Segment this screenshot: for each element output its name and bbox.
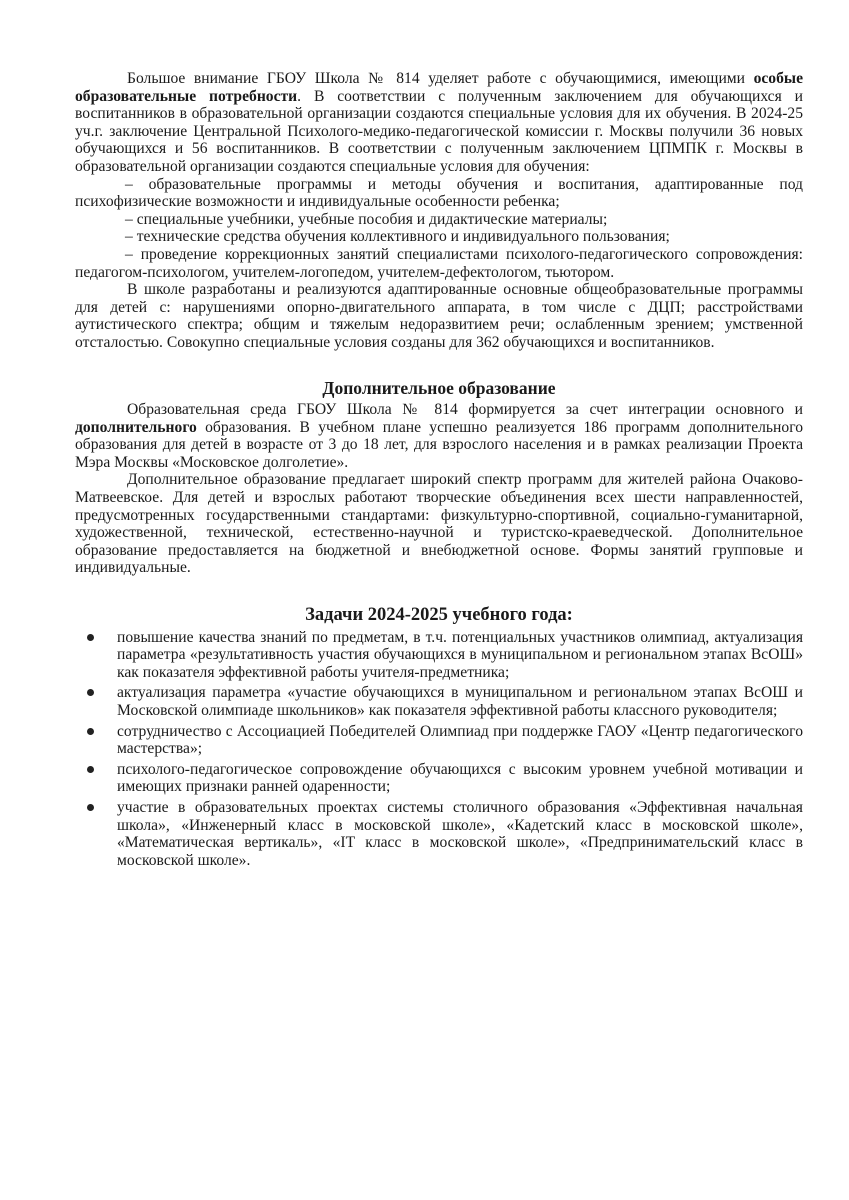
section-heading-dop: Дополнительное образование <box>322 377 556 398</box>
dop-paragraph-2: Дополнительное образование предлагает широкий спектр программ для жителей района Очаково-Матвеевское. Для детей и взрослых работают творческие объединения всех шести направленностей, предусмотренных государственными стандартами: физкультурно-спортивной, социально-гуманитарной, художественной, технической, естественно-научной и туристско-краеведческой. Дополнительное образование предоставляется на бюджетной и внебюджетной основе. Формы занятий групповые и индивидуальные. <box>75 471 803 577</box>
list-item <box>117 799 803 869</box>
document-body <box>75 70 803 872</box>
bullet-icon <box>87 766 94 773</box>
bullet-icon <box>87 804 94 811</box>
dop-p1-pre: Образовательная среда ГБОУ Школа № 814 формируется за счет интеграции основного и <box>127 401 803 419</box>
special-needs-intro <box>75 70 803 176</box>
list-item <box>117 684 803 719</box>
dop-paragraph-1 <box>75 401 803 471</box>
list-item <box>117 761 803 796</box>
condition-item: – образовательные программы и методы обучения и воспитания, адаптированные под психофизические возможности и индивидуальные особенности ребенка; <box>75 175 803 211</box>
intro-text-post: . В соответствии с полученным заключением для обучающихся и воспитанников в образовательной организации создаются специальные условия для их обучения. В 2024-25 уч.г. заключение Центральной Психолого-медико-педагогической комиссии г. Москвы получили 36 новых обучающихся и 56 воспитанников. В соответствии с полученным заключением ЦПМПК г. Москвы в образовательной организации создаются специальные условия для обучения: <box>75 87 803 175</box>
task-text: повышение качества знаний по предметам, в т.ч. потенциальных участников олимпиад, актуализация параметра «результативность участия обучающихся в муниципальном и региональном этапах ВсОШ» как показателя эффективной работы учителя-предметника; <box>117 628 803 681</box>
task-text: сотрудничество с Ассоциацией Победителей Олимпиад при поддержке ГАОУ «Центр педагогического мастерства»; <box>117 722 803 758</box>
special-conditions-list <box>75 176 803 282</box>
intro-text-pre: Большое внимание ГБОУ Школа № 814 уделяет работе с обучающимися, имеющими <box>127 70 754 87</box>
condition-item: – технические средства обучения коллективного и индивидуального пользования; <box>125 228 670 246</box>
bullet-icon <box>87 728 94 735</box>
dop-p1-post: образования. В учебном плане успешно реализуется 186 программ дополнительного образования для детей в возрасте от 3 до 18 лет, для взрослого населения и в рамках реализации Проекта Мэра Москвы «Московское долголетие». <box>75 418 803 471</box>
task-text: участие в образовательных проектах системы столичного образования «Эффективная начальная школа», «Инженерный класс в московской школе», «Кадетский класс в московской школе», «Математическая вертикаль», «IT класс в московской школе», «Предпринимательский класс в московской школе». <box>117 798 803 869</box>
bullet-icon <box>87 634 94 641</box>
bullet-icon <box>87 689 94 696</box>
section-heading-tasks: Задачи 2024-2025 учебного года: <box>305 605 573 626</box>
task-text: психолого-педагогическое сопровождение обучающихся с высоким уровнем учебной мотивации и имеющих признаки ранней одаренности; <box>117 760 803 796</box>
tasks-list <box>75 629 803 870</box>
intro-text-bold: особые образовательные потребности <box>75 70 803 105</box>
dop-p1-bold: дополнительного <box>75 418 197 436</box>
adapted-programs-paragraph: В школе разработаны и реализуются адаптированные основные общеобразовательные программы для детей с: нарушениями опорно-двигательного аппарата, в том числе с ДЦП; расстройствами аутистического спектра; общим и тяжелым недоразвитием речи; ослабленным зрением; умственной отсталостью. Совокупно специальные условия созданы для 362 обучающихся и воспитанников. <box>75 281 803 351</box>
list-item <box>117 723 803 758</box>
condition-item: – специальные учебники, учебные пособия и дидактические материалы; <box>125 210 608 228</box>
task-text: актуализация параметра «участие обучающихся в муниципальном и региональном этапах ВсОШ и Московской олимпиаде школьников» как показателя эффективной работы классного руководителя; <box>117 684 803 719</box>
list-item <box>117 629 803 682</box>
condition-item: – проведение коррекционных занятий специалистами психолого-педагогического сопровождения: педагогом-психологом, учителем-логопедом, учителем-дефектологом, тьютором. <box>75 245 803 281</box>
